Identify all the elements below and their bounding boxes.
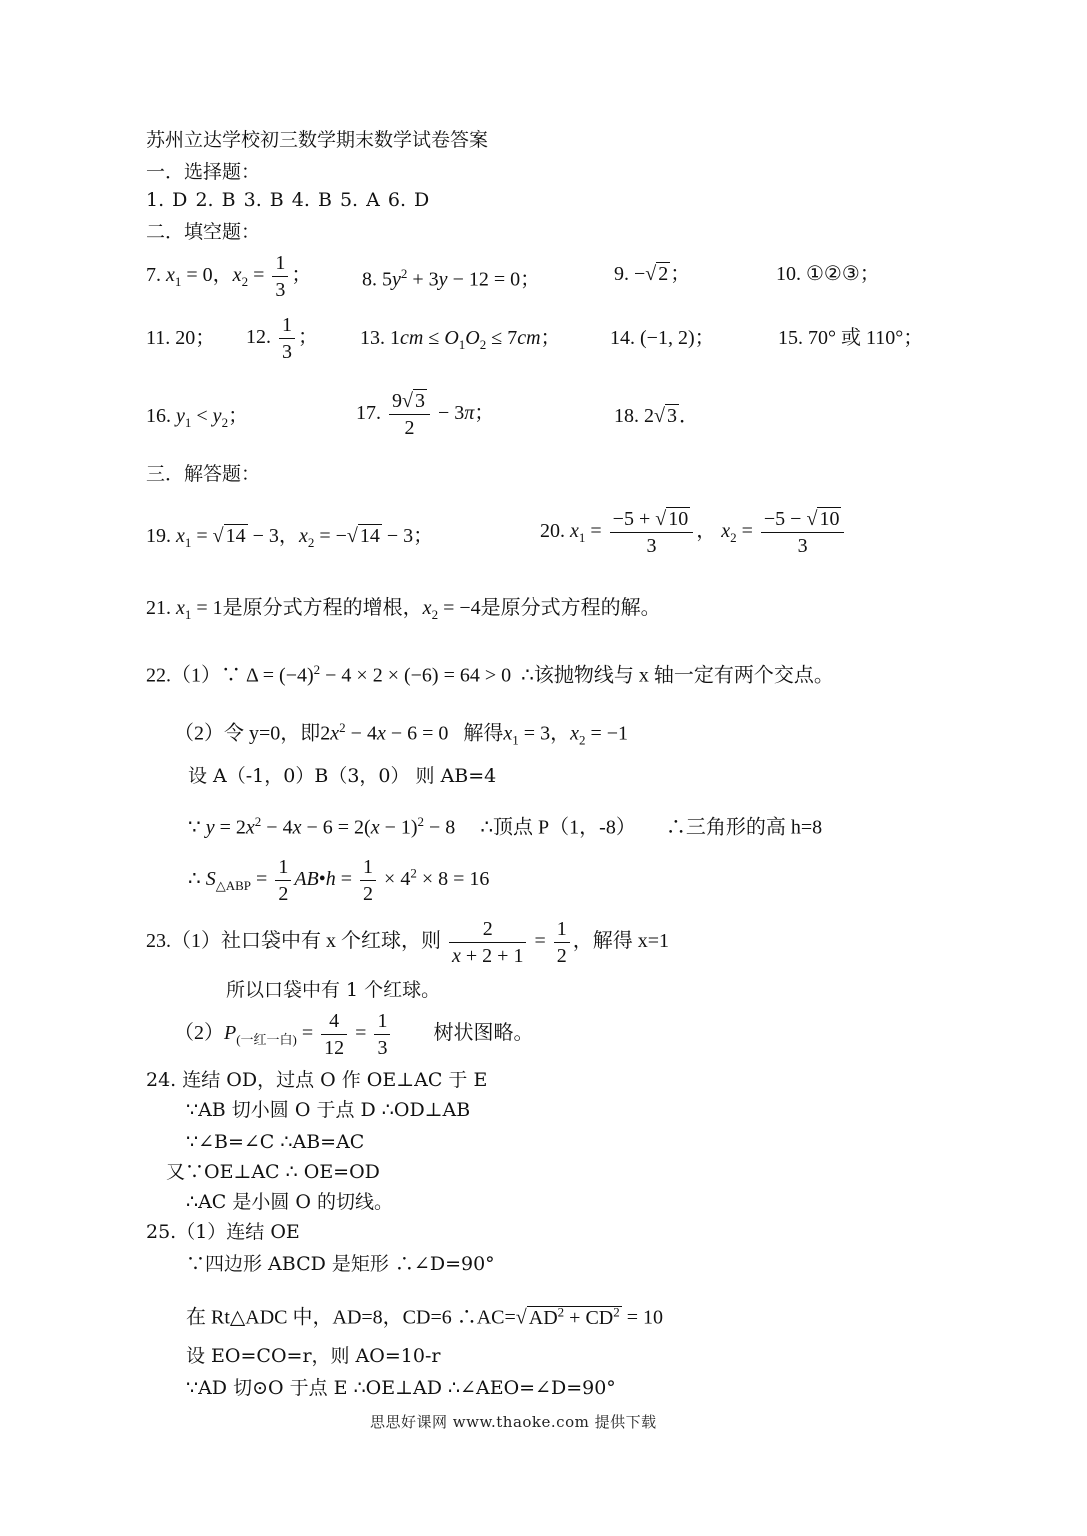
- answer-q22-vertex: ∵ $y = 2x^2 - 4x - 6 = 2(x - 1)^2 - 8$ ∴顶点 P（1，-8） ∴三角形的高 h=8: [188, 814, 823, 839]
- answer-q14: 14. (−1, 2)；: [610, 327, 715, 349]
- answer-q19: 19. $x_1$ = √ 14 − 3，$x_2$ = −√ 14 − 3；: [146, 525, 434, 550]
- answer-q18: 18. 2√ 3 ．: [614, 405, 699, 427]
- section-choice-heading: 一．选择题：: [146, 161, 261, 183]
- answer-q22-points: 设 A（-1，0）B（3，0） 则 AB=4: [188, 765, 497, 787]
- page-footer: 思思好课网 www.thaoke.com 提供下载: [370, 1413, 657, 1431]
- answer-q12: 12. $\frac{1}{3}$ ；: [246, 314, 318, 363]
- answer-q24-line4: 又∵OE⊥AC ∴ OE=OD: [166, 1161, 380, 1183]
- answer-q13: 13. $1cm \le O_1O_2 \le 7cm$；: [360, 327, 561, 352]
- answer-q23-part2: $(2)P_{(一红一白)}$ = $\frac{4}{12}$ = $\frac{1}{3}$ 树状图略。: [174, 1010, 534, 1059]
- answer-q17: 17. $\frac{9√ 3}{2}$ − 3π；: [356, 390, 495, 439]
- answer-q24-line1: 24. 连结 OD，过点 O 作 OE⊥AC 于 E: [146, 1069, 488, 1091]
- answer-q24-line5: ∴AC 是小圆 O 的切线。: [186, 1191, 394, 1213]
- choice-answers: 1. D 2. B 3. B 4. B 5. A 6. D: [146, 189, 430, 211]
- answer-q22-area: ∴ $S_{\triangle ABP}$ = $\frac{1}{2}$ AB•h = $\frac{1}{2}$ × $4^2 \times 8 = 16$: [188, 856, 490, 905]
- answer-q25-line3: 在 Rt△ADC 中，AD=8，CD=6 ∴AC=√ $AD^2 + CD^2 = 10$: [186, 1304, 664, 1329]
- answer-q25-line1: 25.（1）连结 OE: [146, 1221, 300, 1243]
- section-solve-heading: 三．解答题：: [146, 463, 261, 485]
- answer-q9: 9. −√ 2 ；: [614, 263, 691, 285]
- answer-q16: 16. $y_1 < y_2$；: [146, 405, 249, 430]
- answer-q15: 15. 70° 或 110°；: [778, 327, 924, 349]
- answer-q22-part1: 22.（1）∵ $\Delta = (-4)^2 - 4 \times 2 \times (-6) = 64 > 0$ ∴该抛物线与 x 轴一定有两个交点。: [146, 662, 834, 687]
- answer-q23-line2: 所以口袋中有 1 个红球。: [226, 979, 441, 1001]
- answer-q21: 21. $x_1 = 1$是原分式方程的增根，$x_2 = -4$是原分式方程的解。: [146, 597, 661, 622]
- answer-q25-line4: 设 EO=CO=r，则 AO=10-r: [186, 1345, 441, 1367]
- answer-q23-part1: 23.（1）社口袋中有 x 个红球，则 $\frac{2}{x + 2 + 1}$ = $\frac{1}{2}$ ，解得 x=1: [146, 918, 670, 967]
- answer-q11: 11. 20；: [146, 327, 216, 349]
- answer-q7: 7. $x_1 = 0$，$x_2$ = $\frac{1}{3}$ ；: [146, 252, 312, 301]
- answer-q25-line5: ∵AD 切⊙O 于点 E ∴OE⊥AD ∴∠AEO=∠D=90°: [186, 1377, 616, 1399]
- page-title: 苏州立达学校初三数学期末数学试卷答案: [146, 129, 489, 151]
- answer-q20: 20. $x_1$ = $\frac{-5 + √ 10}{3}$ ， $x_2$ = $\frac{-5 - √ 10}{3}$: [540, 506, 847, 559]
- answer-q10: 10. ①②③；: [776, 263, 880, 285]
- answer-q22-part2: （2）令 y=0，即$2x^2 - 4x - 6 = 0$ 解得$x_1 = 3$，$x_2 = -1$: [174, 720, 629, 748]
- answer-q8: 8. $5y^2 + 3y - 12 = 0$；: [362, 266, 541, 291]
- section-fill-heading: 二．填空题：: [146, 221, 261, 243]
- answer-q24-line2: ∵AB 切小圆 O 于点 D ∴OD⊥AB: [186, 1099, 471, 1121]
- answer-q25-line2: ∵四边形 ABCD 是矩形 ∴∠D=90°: [186, 1253, 495, 1275]
- answer-q24-line3: ∵∠B=∠C ∴AB=AC: [186, 1131, 365, 1153]
